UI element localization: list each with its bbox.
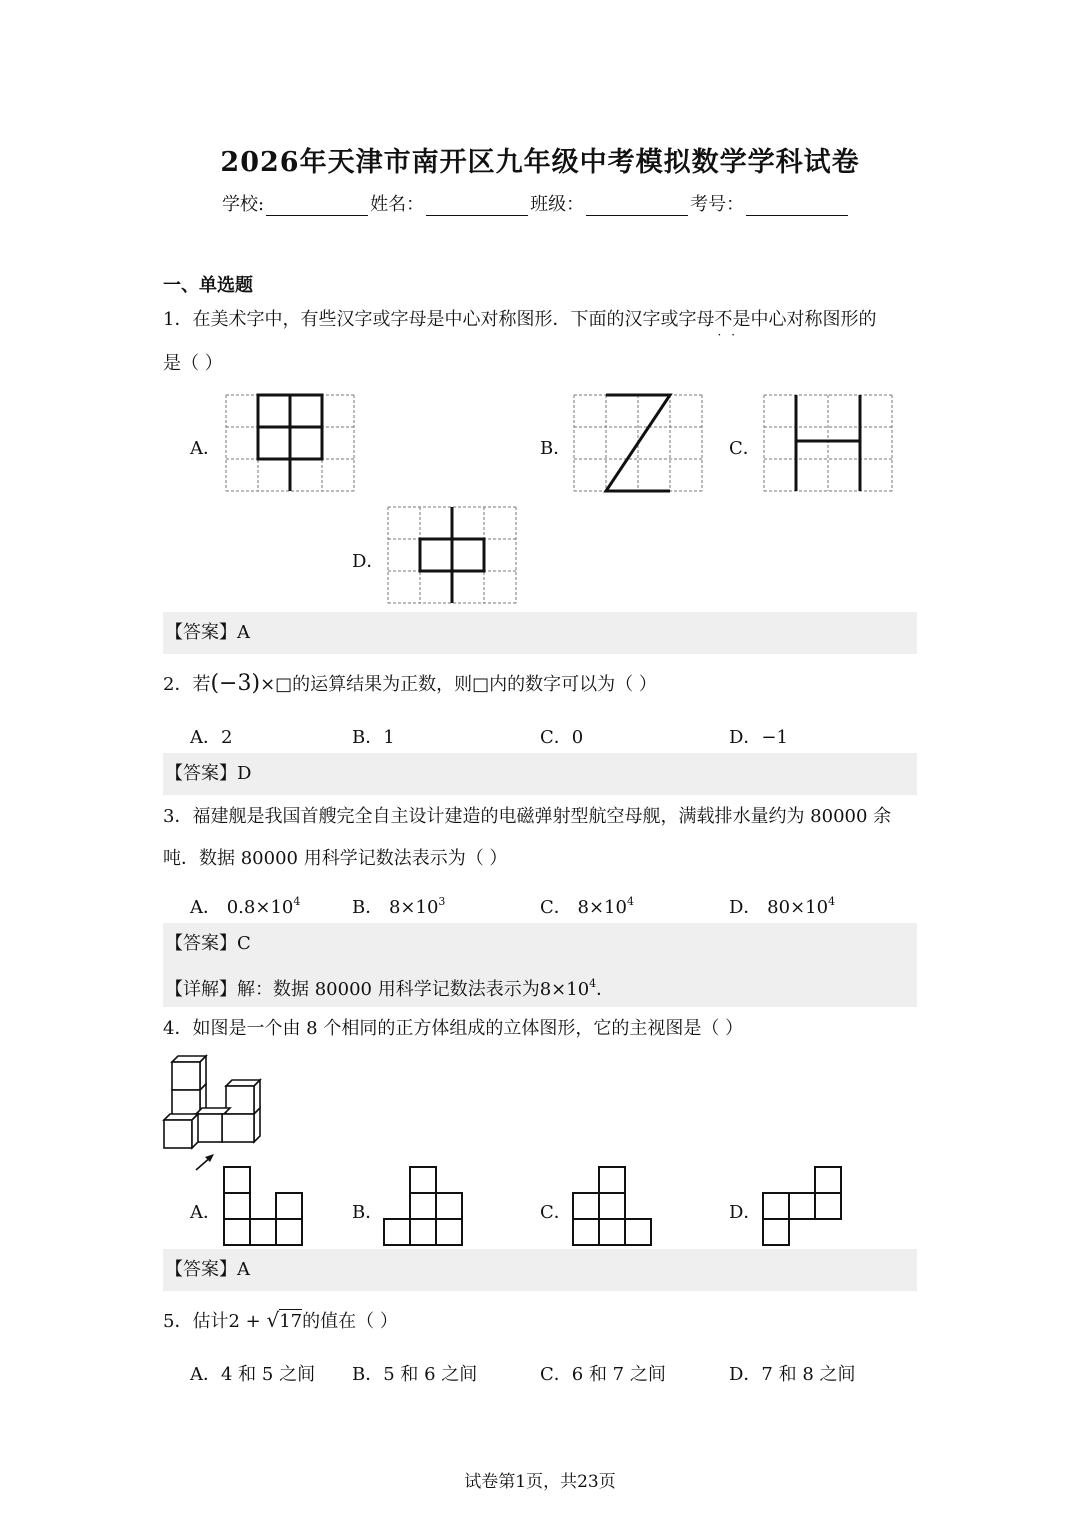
q5-option-c: C．6 和 7 之间 — [540, 1364, 666, 1385]
school-label: 学校: — [222, 194, 265, 215]
q1-option-d-label: D． — [352, 551, 385, 572]
emphasis-dots: ·· — [717, 328, 746, 342]
q3-option-d — [729, 893, 835, 919]
q4-option-c-figure — [573, 1167, 653, 1245]
class-blank — [586, 195, 688, 216]
q3-option-c-label: C． — [540, 897, 572, 918]
q1-option-a-figure — [226, 395, 354, 491]
q5-option-b: B．5 和 6 之间 — [352, 1364, 478, 1385]
page-title: 2026年天津市南开区九年级中考模拟数学学科试卷 — [220, 147, 860, 178]
q1-not-text: 不是 — [714, 309, 751, 330]
q3-option-a — [190, 893, 300, 919]
number-blank — [746, 195, 848, 216]
q5-option-d: D．7 和 8 之间 — [729, 1364, 856, 1385]
q4-solid-figure — [160, 1058, 270, 1158]
q5-stem — [163, 1310, 398, 1331]
q3-option-d-label: D． — [729, 897, 762, 918]
q2-stem — [163, 673, 657, 695]
q3-option-a-label: A． — [190, 897, 221, 918]
q3-option-d-base: 80×10 — [767, 897, 829, 918]
q5-radicand: 17 — [279, 1311, 303, 1332]
q1-answer: 【答案】A — [165, 622, 250, 643]
q4-option-b-label: B． — [352, 1202, 384, 1223]
q4-answer: 【答案】A — [165, 1259, 250, 1280]
name-label: 姓名： — [370, 194, 425, 215]
q3-option-b-exp: 3 — [438, 895, 446, 908]
q5-text-b: 的值在（ ） — [302, 1311, 398, 1332]
q1-option-a-label: A． — [190, 438, 221, 459]
q2-option-c: C．0 — [540, 727, 584, 748]
q3-detail-base: 8×10 — [539, 979, 590, 1000]
q4-option-d-label: D． — [729, 1202, 762, 1223]
q1-text-b: 中心对称图形的 — [750, 309, 877, 330]
q5-option-a: A．4 和 5 之间 — [190, 1364, 316, 1385]
q3-option-c — [540, 893, 634, 919]
q2-answer: 【答案】D — [165, 763, 252, 784]
q3-option-d-exp: 4 — [828, 895, 836, 908]
q5-expr: 2 + — [228, 1311, 267, 1332]
sqrt-sign: √ — [266, 1308, 280, 1332]
q1-option-c-label: C． — [729, 438, 761, 459]
q2-answer-box — [163, 753, 917, 795]
school-blank — [266, 195, 368, 216]
q4-answer-box — [163, 1249, 917, 1291]
q1-option-b-label: B． — [540, 438, 572, 459]
q2-expression: (−3) — [210, 671, 261, 696]
section-heading: 一、单选题 — [163, 275, 253, 296]
q3-option-b — [352, 893, 445, 919]
q3-option-c-base: 8×10 — [577, 897, 627, 918]
q3-detail-exp: 4 — [589, 977, 597, 990]
q1-emphasis — [714, 309, 751, 342]
number-label: 考号： — [690, 194, 745, 215]
q1-option-c-figure — [764, 395, 892, 491]
q4-stem: 4．如图是一个由 8 个相同的正方体组成的立体图形，它的主视图是（ ） — [163, 1018, 744, 1039]
q1-option-b-figure — [574, 395, 702, 491]
q3-option-b-label: B． — [352, 897, 384, 918]
q4-option-a-label: A． — [190, 1202, 221, 1223]
q3-answer: 【答案】C — [165, 933, 251, 954]
q1-answer-box — [163, 612, 917, 654]
q4-option-d-figure — [763, 1167, 843, 1245]
q4-option-b-figure — [384, 1167, 464, 1245]
q1-text-a: 1．在美术字中，有些汉字或字母是中心对称图形．下面的汉字或字母 — [163, 309, 715, 330]
q3-detail-end: ． — [596, 979, 615, 1000]
q5-text-a: 5．估计 — [163, 1311, 229, 1332]
student-info-line — [222, 190, 850, 216]
q3-stem-line2: 吨．数据 80000 用科学记数法表示为（ ） — [163, 848, 508, 869]
q4-option-a-figure — [224, 1167, 304, 1245]
q2-option-a: A．2 — [190, 727, 233, 748]
q1-stem-line2: 是（ ） — [163, 353, 223, 374]
q4-option-c-label: C． — [540, 1202, 572, 1223]
q3-option-a-exp: 4 — [293, 895, 301, 908]
q2-text-a: 2．若 — [163, 674, 211, 695]
q2-option-d: D．−1 — [729, 727, 788, 748]
q3-stem-line1: 3．福建舰是我国首艘完全自主设计建造的电磁弹射型航空母舰，满载排水量约为 80000 余 — [163, 806, 892, 827]
q1-option-d-figure — [388, 507, 516, 603]
q1-stem-line1 — [163, 309, 877, 342]
page-footer: 试卷第1页，共23页 — [464, 1472, 616, 1492]
q3-detail — [165, 978, 614, 999]
q3-option-a-base: 0.8×10 — [226, 897, 294, 918]
name-blank — [426, 195, 528, 216]
class-label: 班级： — [530, 194, 585, 215]
q2-text-b: ×□的运算结果为正数，则□内的数字可以为（ ） — [260, 674, 657, 695]
q3-answer-box — [163, 923, 917, 1007]
q3-detail-text: 【详解】解：数据 80000 用科学记数法表示为 — [165, 979, 540, 1000]
q3-option-b-base: 8×10 — [388, 897, 439, 918]
q3-option-c-exp: 4 — [626, 895, 634, 908]
q2-option-b: B．1 — [352, 727, 395, 748]
